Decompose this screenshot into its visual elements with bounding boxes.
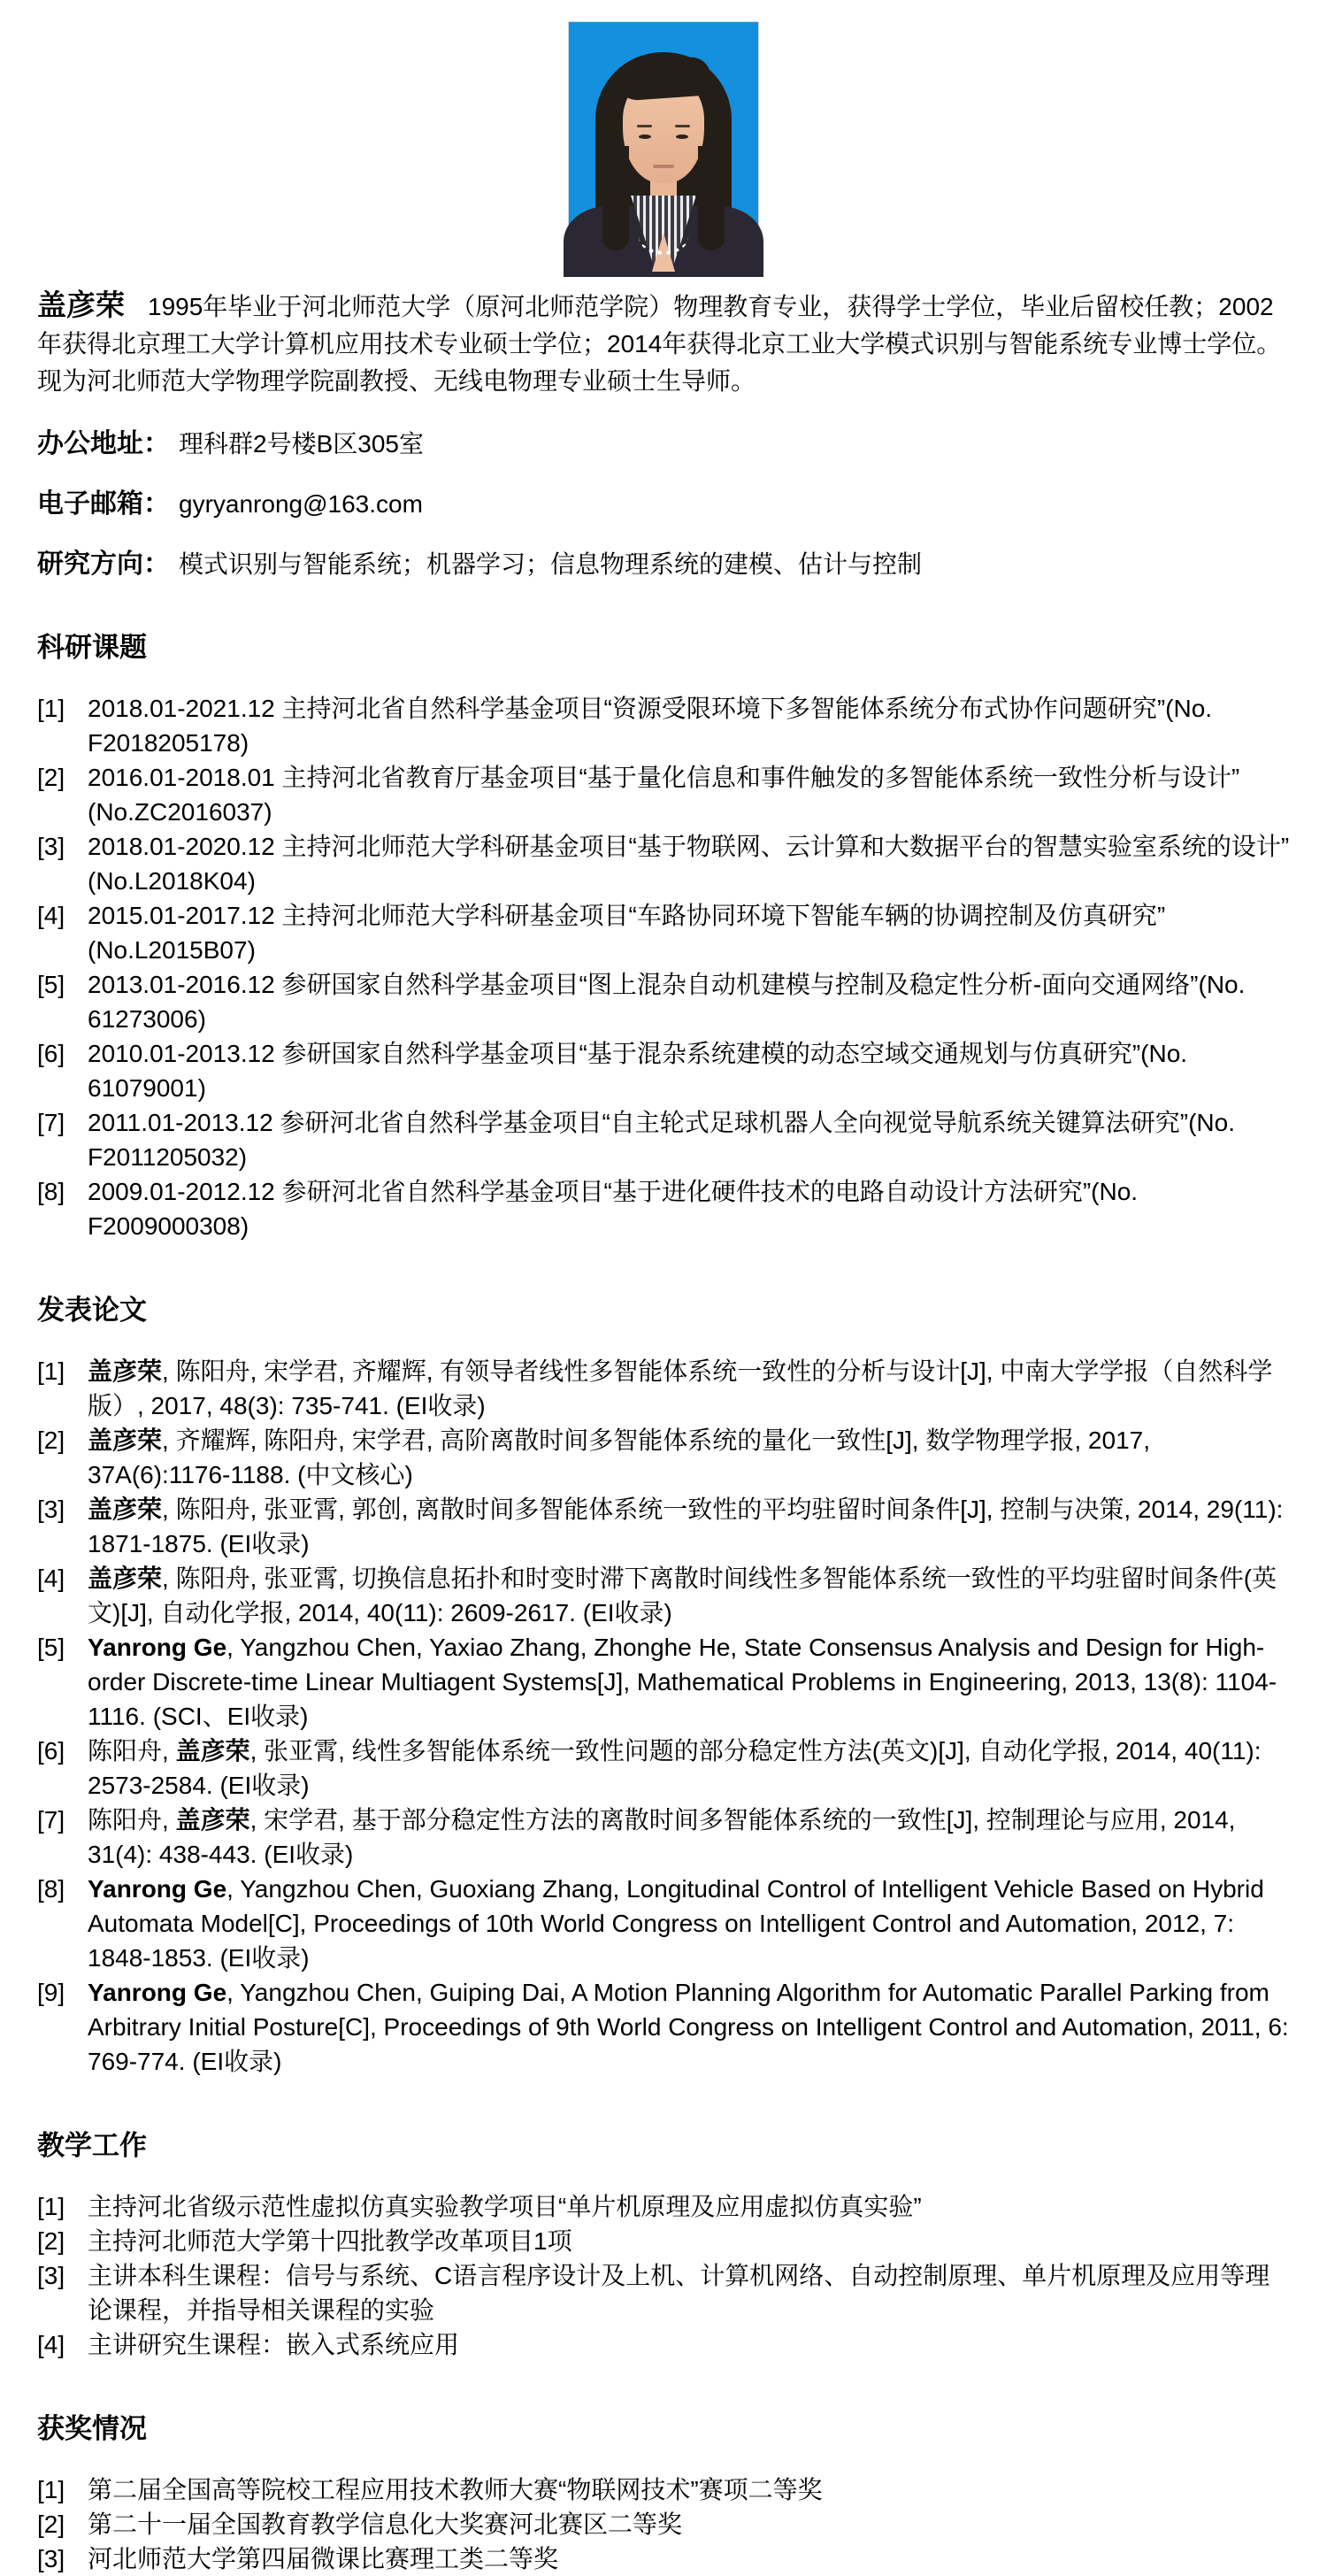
award-text: 第二十一届全国教育教学信息化大奖赛河北赛区二等奖 xyxy=(88,2511,683,2538)
publication-item xyxy=(37,1630,1290,1734)
teaching-text: 主讲研究生课程：嵌入式系统应用 xyxy=(88,2331,460,2358)
item-number: [4] xyxy=(37,2331,65,2358)
publication-rest: , Yangzhou Chen, Yaxiao Zhang, Zhonghe He, State Consensus Analysis and Design for High-order Discrete-time Linear Multiagent Systems[J], Mathematical Problems in Engineering, 2013, 13(8): 1104-1116. (SCI、EI收录) xyxy=(88,1634,1277,1730)
item-number: [1] xyxy=(37,695,65,722)
item-number: [1] xyxy=(37,2476,65,2503)
publication-rest: , Yangzhou Chen, Guiping Dai, A Motion Planning Algorithm for Automatic Parallel Parking from Arbitrary Initial Posture[C], Proceedings of 9th World Congress on Intelligent Control and Automation, 2011, 6: 769-774. (EI收录) xyxy=(88,1979,1289,2075)
teaching-text: 主持河北师范大学第十四批教学改革项目1项 xyxy=(88,2227,572,2255)
section-title-teaching: 教学工作 xyxy=(37,2130,147,2161)
publication-item xyxy=(37,1975,1290,2079)
photo-bangs xyxy=(616,56,712,101)
publication-highlight-author: Yanrong Ge xyxy=(88,1979,227,2006)
publication-text xyxy=(88,1803,1290,1872)
teaching-item xyxy=(37,2189,1290,2224)
award-item xyxy=(37,2472,1290,2507)
publication-highlight-author: 盖彦荣 xyxy=(175,1737,250,1765)
publication-pre-authors: 陈阳舟, xyxy=(88,1737,176,1765)
research-project-text: 2011.01-2013.12 参研河北省自然科学基金项目“自主轮式足球机器人全向视觉导航系统关键算法研究”(No. F2011205032) xyxy=(88,1109,1236,1171)
photo-eye-left xyxy=(639,135,651,139)
publication-rest: , Yangzhou Chen, Guoxiang Zhang, Longitudinal Control of Intelligent Vehicle Based on Hybrid Automata Model[C], Proceedings of 10th World Congress on Intelligent Control and Automation, 2012, 7: 1848-1853. (EI收录) xyxy=(88,1875,1264,1972)
research-interests-value: 模式识别与智能系统；机器学习；信息物理系统的建模、估计与控制 xyxy=(179,550,923,578)
teaching-list xyxy=(37,2189,1290,2362)
research-interests-label: 研究方向： xyxy=(37,550,170,579)
section-title-awards: 获奖情况 xyxy=(37,2413,147,2444)
publication-text xyxy=(88,1354,1290,1423)
award-item xyxy=(37,2507,1290,2541)
award-text: 第二届全国高等院校工程应用技术教师大赛“物联网技术”赛项二等奖 xyxy=(88,2476,823,2503)
research-project-text: 2016.01-2018.01 主持河北省教育厅基金项目“基于量化信息和事件触发的多智能体系统一致性分析与设计”(No.ZC2016037) xyxy=(88,764,1240,826)
publication-text xyxy=(88,1630,1290,1734)
publication-highlight-author: 盖彦荣 xyxy=(88,1357,163,1385)
publication-text xyxy=(88,1492,1290,1561)
research-interests-row xyxy=(37,542,1290,581)
research-project-item xyxy=(37,1174,1290,1243)
research-project-text: 2009.01-2012.12 参研河北省自然科学基金项目“基于进化硬件技术的电路自动设计方法研究”(No. F2009000308) xyxy=(88,1178,1139,1240)
publication-rest: , 张亚霄, 线性多智能体系统一致性问题的部分稳定性方法(英文)[J], 自动化学报, 2014, 40(11): 2573-2584. (EI收录) xyxy=(88,1737,1262,1799)
item-number: [1] xyxy=(37,2193,65,2220)
photo-eyebrow-left xyxy=(637,125,652,127)
profile-content xyxy=(0,287,1327,2576)
item-number: [9] xyxy=(37,1979,65,2006)
person-name: 盖彦荣 xyxy=(37,288,125,321)
research-projects-list xyxy=(37,691,1290,1243)
publication-text xyxy=(88,1734,1290,1803)
publication-highlight-author: 盖彦荣 xyxy=(88,1426,163,1454)
teaching-text: 主讲本科生课程：信号与系统、C语言程序设计及上机、计算机网络、自动控制原理、单片机原理及应用等理论课程，并指导相关课程的实验 xyxy=(88,2262,1270,2324)
item-number: [5] xyxy=(37,971,65,998)
photo-hair-right xyxy=(698,146,725,250)
item-number: [3] xyxy=(37,833,65,860)
item-number: [6] xyxy=(37,1040,65,1067)
publication-highlight-author: 盖彦荣 xyxy=(88,1565,163,1592)
award-text: 河北师范大学第四届微课比赛理工类二等奖 xyxy=(88,2545,559,2572)
research-project-text: 2015.01-2017.12 主持河北师范大学科研基金项目“车路协同环境下智能车辆的协调控制及仿真研究”(No.L2015B07) xyxy=(88,902,1166,964)
research-project-text: 2010.01-2013.12 参研国家自然科学基金项目“基于混杂系统建模的动态空域交通规划与仿真研究”(No. 61079001) xyxy=(88,1040,1188,1102)
item-number: [8] xyxy=(37,1178,65,1205)
publications-list xyxy=(37,1354,1290,2079)
email-label: 电子邮箱： xyxy=(37,489,170,519)
item-number: [7] xyxy=(37,1109,65,1136)
photo-hair-left xyxy=(602,146,629,250)
publication-rest: , 陈阳舟, 宋学君, 齐耀辉, 有领导者线性多智能体系统一致性的分析与设计[J], 中南大学学报（自然科学版）, 2017, 48(3): 735-741. (EI收录) xyxy=(88,1357,1273,1419)
research-project-item xyxy=(37,829,1290,898)
item-number: [4] xyxy=(37,1565,65,1592)
email-row xyxy=(37,481,1290,520)
publication-item xyxy=(37,1734,1290,1803)
publication-item xyxy=(37,1561,1290,1630)
section-title-publications: 发表论文 xyxy=(37,1295,147,1326)
item-number: [2] xyxy=(37,2511,65,2538)
photo-mouth xyxy=(653,165,674,168)
teaching-item xyxy=(37,2258,1290,2327)
research-project-item xyxy=(37,691,1290,760)
faculty-profile-page xyxy=(0,21,1327,2572)
publication-highlight-author: Yanrong Ge xyxy=(88,1875,227,1903)
item-number: [2] xyxy=(37,1426,65,1454)
teaching-item xyxy=(37,2224,1290,2258)
publication-text xyxy=(88,1561,1290,1630)
research-project-text: 2018.01-2021.12 主持河北省自然科学基金项目“资源受限环境下多智能体系统分布式协作问题研究”(No. F2018205178) xyxy=(88,695,1213,757)
teaching-text: 主持河北省级示范性虚拟仿真实验教学项目“单片机原理及应用虚拟仿真实验” xyxy=(88,2193,922,2220)
research-project-item xyxy=(37,760,1290,829)
publication-text xyxy=(88,1975,1290,2079)
section-title-research: 科研课题 xyxy=(37,632,147,663)
publication-rest: , 宋学君, 基于部分稳定性方法的离散时间多智能体系统的一致性[J], 控制理论与应用, 2014, 31(4): 438-443. (EI收录) xyxy=(88,1806,1236,1868)
publication-item xyxy=(37,1803,1290,1872)
teaching-item xyxy=(37,2327,1290,2362)
item-number: [3] xyxy=(37,2262,65,2289)
item-number: [4] xyxy=(37,902,65,929)
intro-paragraph xyxy=(37,287,1290,400)
publication-rest: , 陈阳舟, 张亚霄, 郭创, 离散时间多智能体系统一致性的平均驻留时间条件[J], 控制与决策, 2014, 29(11): 1871-1875. (EI收录) xyxy=(88,1496,1284,1557)
publication-item xyxy=(37,1354,1290,1423)
item-number: [3] xyxy=(37,2545,65,2572)
publication-text xyxy=(88,1423,1290,1492)
photo-eyebrow-right xyxy=(675,125,690,127)
research-project-item xyxy=(37,967,1290,1036)
research-project-text: 2013.01-2016.12 参研国家自然科学基金项目“图上混杂自动机建模与控制及稳定性分析-面向交通网络”(No. 61273006) xyxy=(88,971,1246,1033)
publication-item xyxy=(37,1492,1290,1561)
publication-highlight-author: 盖彦荣 xyxy=(175,1806,250,1834)
office-address-row xyxy=(37,421,1290,460)
publication-highlight-author: 盖彦荣 xyxy=(88,1496,163,1523)
office-address-label: 办公地址： xyxy=(37,429,170,458)
publication-rest: , 陈阳舟, 张亚霄, 切换信息拓扑和时变时滞下离散时间线性多智能体系统一致性的平均驻留时间条件(英文)[J], 自动化学报, 2014, 40(11): 2609-2617. (EI收录) xyxy=(88,1565,1277,1626)
item-number: [6] xyxy=(37,1737,65,1765)
item-number: [3] xyxy=(37,1496,65,1523)
research-project-text: 2018.01-2020.12 主持河北师范大学科研基金项目“基于物联网、云计算和大数据平台的智慧实验室系统的设计”(No.L2018K04) xyxy=(88,833,1290,895)
publication-item xyxy=(37,1872,1290,1975)
item-number: [1] xyxy=(37,1357,65,1385)
publication-rest: , 齐耀辉, 陈阳舟, 宋学君, 高阶离散时间多智能体系统的量化一致性[J], 数学物理学报, 2017, 37A(6):1176-1188. (中文核心) xyxy=(88,1426,1150,1488)
item-number: [2] xyxy=(37,2227,65,2255)
item-number: [5] xyxy=(37,1634,65,1661)
photo-necklace xyxy=(639,219,688,255)
photo-eye-right xyxy=(676,135,688,139)
intro-bio-text: 1995年毕业于河北师范大学（原河北师范学院）物理教育专业，获得学士学位，毕业后留校任教；2002年获得北京理工大学计算机应用技术专业硕士学位；2014年获得北京工业大学模式识别与智能系统专业博士学位。现为河北师范大学物理学院副教授、无线电物理专业硕士生导师。 xyxy=(37,293,1282,395)
publication-text xyxy=(88,1872,1290,1975)
contact-block xyxy=(37,421,1290,581)
publication-pre-authors: 陈阳舟, xyxy=(88,1806,176,1834)
item-number: [7] xyxy=(37,1806,65,1834)
office-address-value: 理科群2号楼B区305室 xyxy=(179,430,424,458)
award-item xyxy=(37,2541,1290,2576)
research-project-item xyxy=(37,1036,1290,1105)
profile-photo xyxy=(568,21,759,273)
publication-highlight-author: Yanrong Ge xyxy=(88,1634,227,1661)
research-project-item xyxy=(37,1105,1290,1174)
item-number: [2] xyxy=(37,764,65,791)
publication-item xyxy=(37,1423,1290,1492)
research-project-item xyxy=(37,898,1290,967)
item-number: [8] xyxy=(37,1875,65,1903)
email-value: gyryanrong@163.com xyxy=(179,490,423,518)
awards-list xyxy=(37,2472,1290,2576)
